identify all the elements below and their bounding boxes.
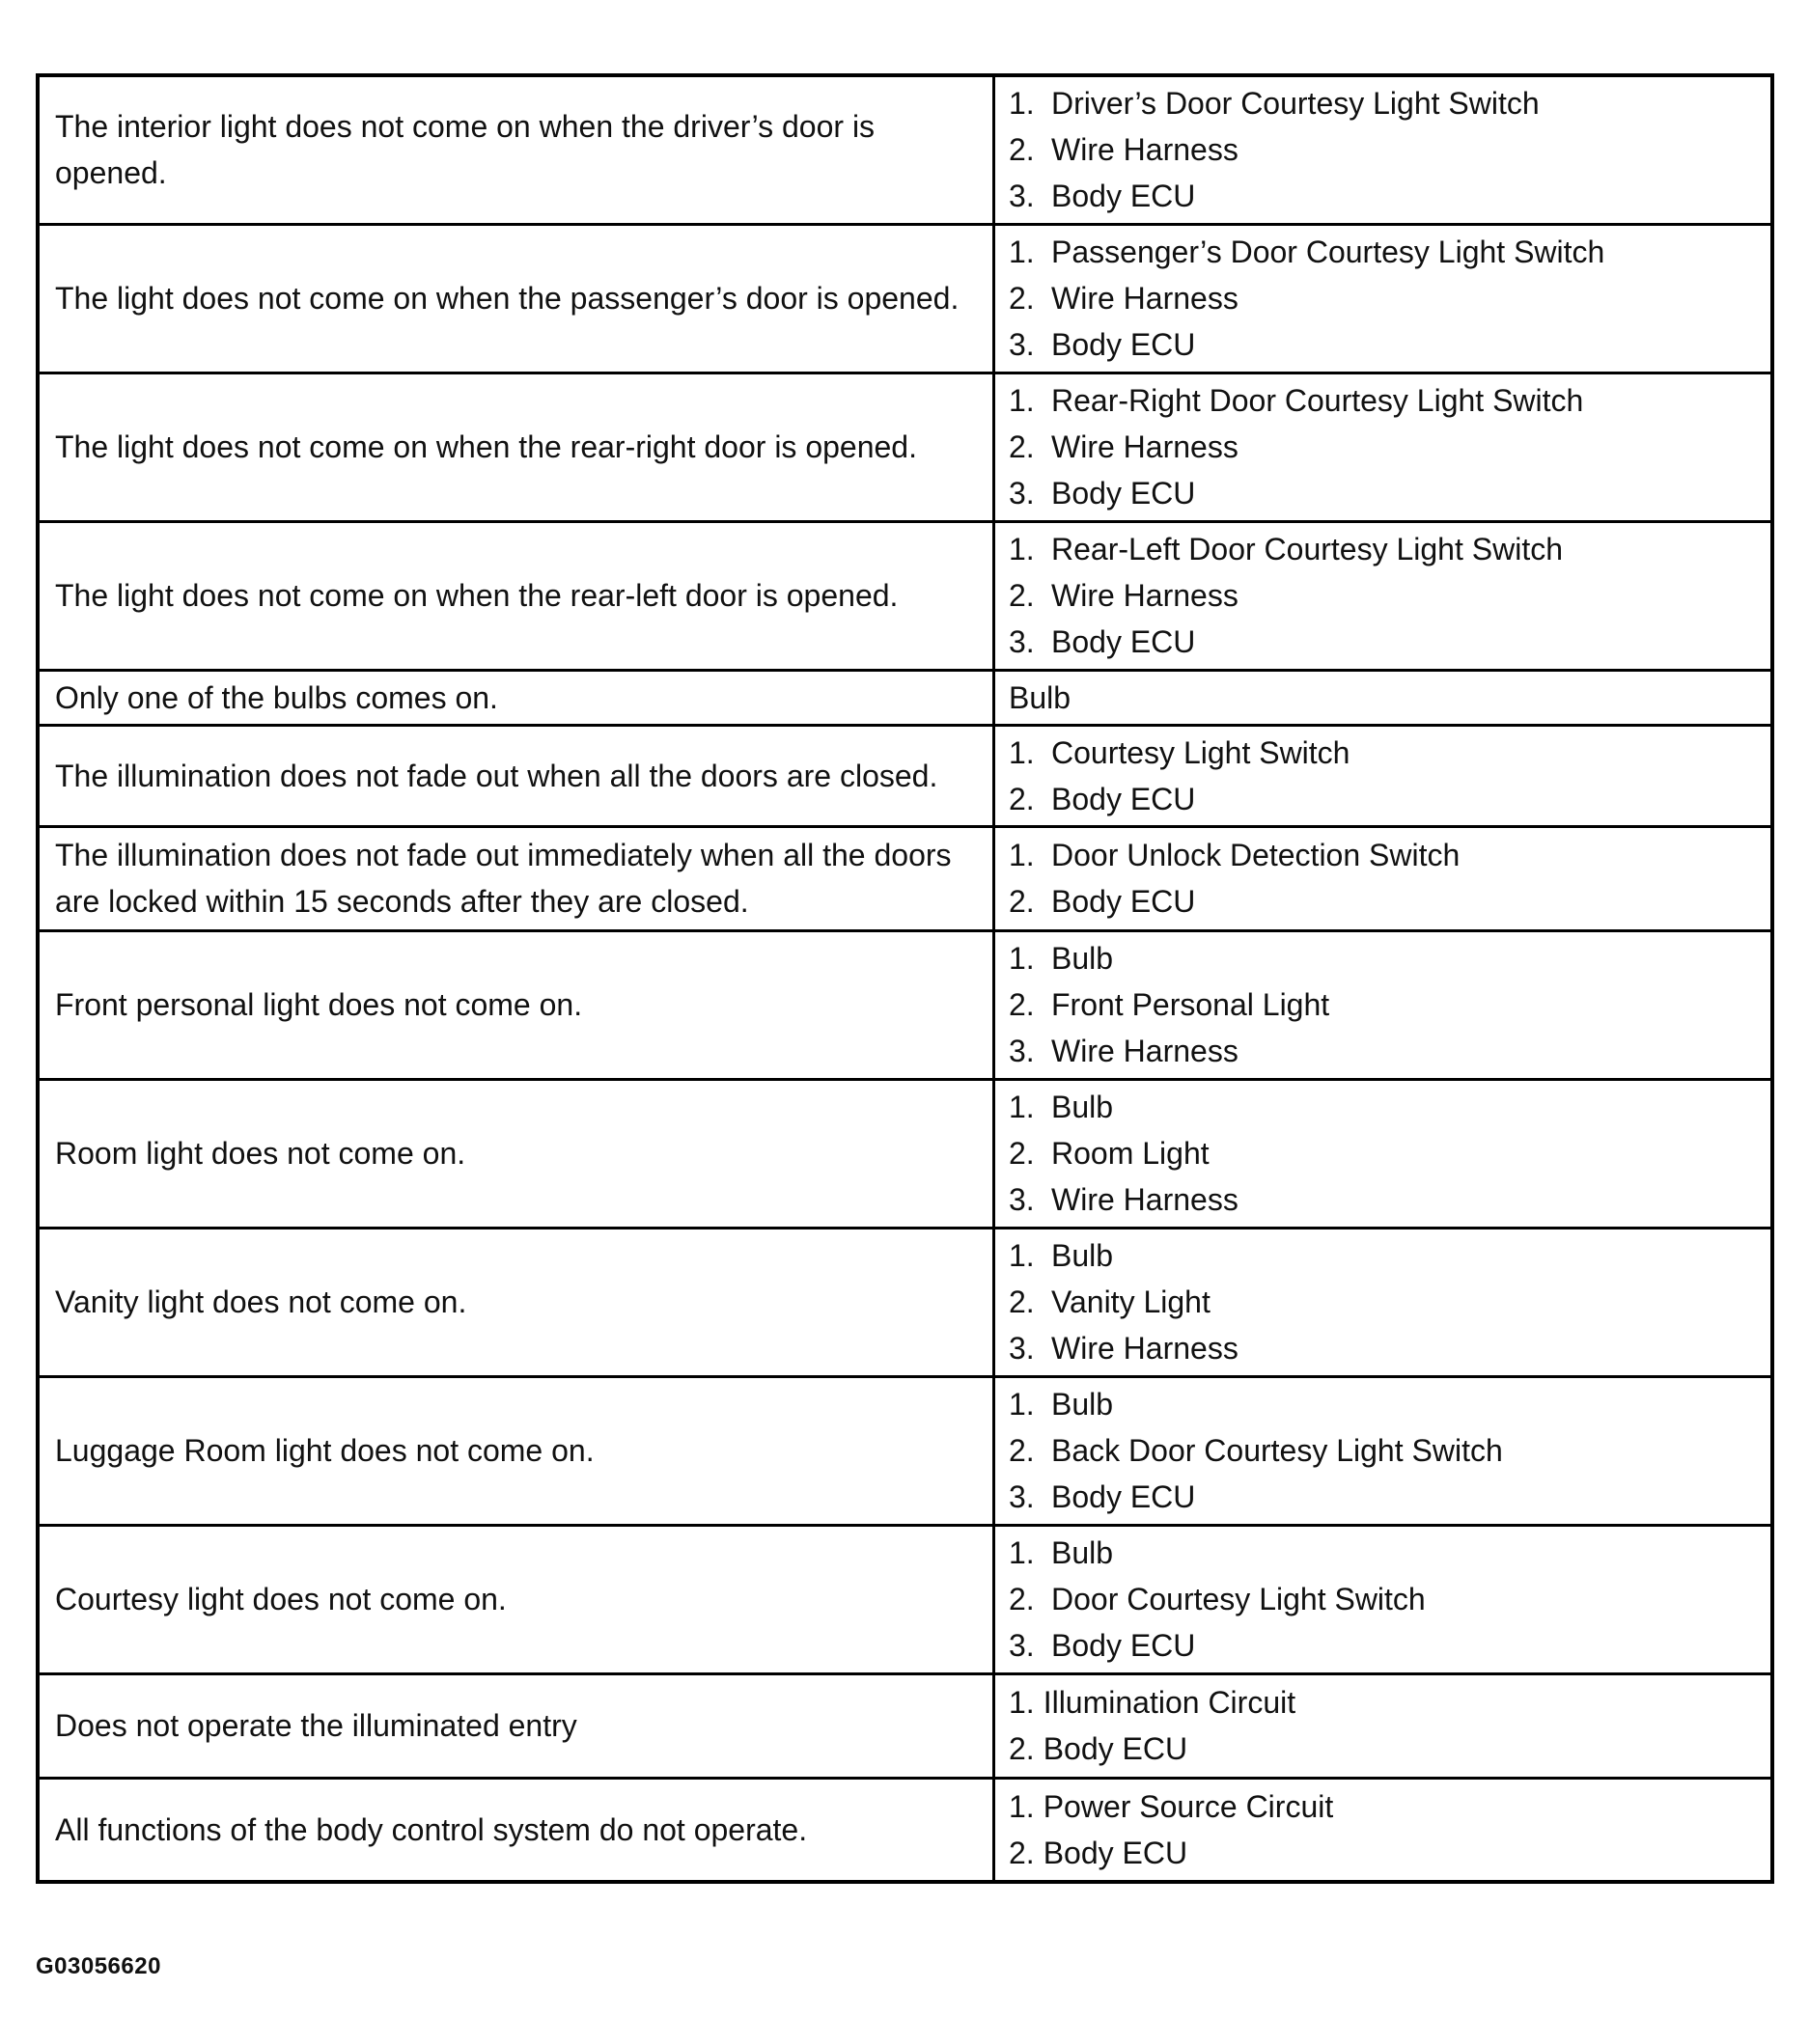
figure-id: G03056620 — [36, 1953, 161, 1979]
list-item: 3. Wire Harness — [1009, 1034, 1238, 1068]
table-row — [38, 224, 1772, 373]
table-row — [38, 1376, 1772, 1525]
causes-cell — [994, 521, 1773, 670]
symptom-cell — [38, 1376, 994, 1525]
causes-list — [1009, 526, 1770, 665]
list-item: 1. Bulb — [1009, 1090, 1114, 1124]
table-row — [38, 373, 1772, 521]
symptom-cell — [38, 725, 994, 826]
symptom-cell — [38, 224, 994, 373]
list-item: 1. Bulb — [1009, 1387, 1114, 1422]
causes-cell — [994, 930, 1773, 1079]
symptom-text: The illumination does not fade out when all the doors are closed. — [55, 758, 938, 793]
list-item: 1. Driver’s Door Courtesy Light Switch — [1009, 86, 1540, 122]
list-item: 1. Illumination Circuit — [1009, 1685, 1296, 1720]
list-item: 2. Front Personal Light — [1009, 987, 1330, 1022]
causes-list — [1009, 1381, 1770, 1520]
list-item: 1. Rear-Right Door Courtesy Light Switch — [1009, 383, 1584, 418]
symptom-cell — [38, 670, 994, 725]
symptom-cell — [38, 75, 994, 224]
table-row — [38, 521, 1772, 670]
symptom-text: The light does not come on when the passenger’s door is opened. — [55, 281, 960, 316]
symptom-text: The light does not come on when the rear-left door is opened. — [55, 578, 899, 613]
table-row — [38, 1525, 1772, 1673]
list-item: 1. Power Source Circuit — [1009, 1788, 1334, 1824]
causes-list — [1009, 1232, 1770, 1371]
list-item: 2. Wire Harness — [1009, 578, 1238, 613]
causes-cell — [994, 373, 1773, 521]
table-row — [38, 1079, 1772, 1228]
list-item: 3. Wire Harness — [1009, 1182, 1238, 1217]
list-item: 2. Wire Harness — [1009, 429, 1238, 464]
list-item: 1. Rear-Left Door Courtesy Light Switch — [1009, 532, 1563, 566]
causes-cell — [994, 725, 1773, 826]
causes-cell — [994, 1376, 1773, 1525]
symptom-text: Vanity light does not come on. — [55, 1284, 467, 1319]
symptom-text: The light does not come on when the rear-right door is opened. — [55, 429, 917, 464]
list-item: 3. Body ECU — [1009, 1479, 1196, 1514]
table-row — [38, 1778, 1772, 1882]
list-item: 2. Body ECU — [1009, 1731, 1188, 1766]
symptom-text: Courtesy light does not come on. — [55, 1582, 507, 1616]
list-item: 1. Bulb — [1009, 1238, 1114, 1273]
list-item: 1. Passenger’s Door Courtesy Light Switch — [1009, 235, 1605, 269]
causes-cell — [994, 1778, 1773, 1882]
list-item: 2. Door Courtesy Light Switch — [1009, 1582, 1426, 1616]
list-item: 3. Body ECU — [1009, 1628, 1196, 1663]
list-item: 1. Bulb — [1009, 941, 1114, 976]
symptom-text: The interior light does not come on when the driver’s door is opened. — [55, 109, 876, 191]
symptom-cell — [38, 373, 994, 521]
list-item: 2. Body ECU — [1009, 781, 1196, 816]
table-row — [38, 670, 1772, 725]
causes-cell — [994, 224, 1773, 373]
list-item: 2. Room Light — [1009, 1136, 1210, 1171]
table-row — [38, 826, 1772, 930]
list-item: 2. Back Door Courtesy Light Switch — [1009, 1433, 1503, 1468]
causes-list — [1009, 1084, 1770, 1223]
list-item: 2. Wire Harness — [1009, 281, 1238, 316]
list-item: 3. Body ECU — [1009, 624, 1196, 659]
symptom-text: Luggage Room light does not come on. — [55, 1433, 595, 1468]
symptom-cell — [38, 1525, 994, 1673]
causes-cell — [994, 670, 1773, 725]
list-item: 3. Body ECU — [1009, 476, 1196, 511]
list-item: 1. Courtesy Light Switch — [1009, 734, 1350, 770]
list-item: 1. Door Unlock Detection Switch — [1009, 838, 1461, 872]
troubleshooting-table — [36, 73, 1774, 1884]
causes-cell — [994, 1525, 1773, 1673]
table-row — [38, 725, 1772, 826]
causes-list — [1009, 80, 1770, 219]
symptom-cell — [38, 930, 994, 1079]
causes-list — [1009, 377, 1770, 516]
symptom-cell — [38, 1079, 994, 1228]
symptom-text: Front personal light does not come on. — [55, 987, 583, 1022]
symptom-text: Only one of the bulbs comes on. — [55, 679, 498, 715]
table-row — [38, 75, 1772, 224]
causes-cell — [994, 1673, 1773, 1778]
table-row — [38, 1673, 1772, 1778]
causes-list — [1009, 935, 1770, 1074]
causes-cell — [994, 1228, 1773, 1376]
symptom-cell — [38, 1673, 994, 1778]
symptom-cell — [38, 521, 994, 670]
list-item: 2. Wire Harness — [1009, 132, 1238, 168]
symptom-cell — [38, 1228, 994, 1376]
causes-cell — [994, 826, 1773, 930]
causes-list — [1009, 1679, 1770, 1772]
causes-list — [1009, 730, 1770, 822]
causes-list — [1009, 1783, 1770, 1876]
symptom-text: Does not operate the illuminated entry — [55, 1708, 577, 1743]
list-item: 3. Body ECU — [1009, 179, 1196, 214]
symptom-cell — [38, 826, 994, 930]
causes-list — [1009, 832, 1770, 925]
list-item: 2. Body ECU — [1009, 884, 1196, 919]
cause-text: Bulb — [1009, 679, 1071, 715]
symptom-text: The illumination does not fade out immediately when all the doors are locked within 15 seconds after they are closed. — [55, 838, 952, 919]
list-item: 2. Vanity Light — [1009, 1284, 1211, 1319]
list-item: 1. Bulb — [1009, 1535, 1114, 1570]
symptom-text: Room light does not come on. — [55, 1136, 466, 1171]
table-row — [38, 1228, 1772, 1376]
list-item: 2. Body ECU — [1009, 1835, 1188, 1870]
table-row — [38, 930, 1772, 1079]
causes-cell — [994, 1079, 1773, 1228]
list-item: 3. Wire Harness — [1009, 1331, 1238, 1366]
causes-list — [1009, 229, 1770, 368]
list-item: 3. Body ECU — [1009, 327, 1196, 362]
causes-list — [1009, 1530, 1770, 1669]
symptom-cell — [38, 1778, 994, 1882]
symptom-text: All functions of the body control system do not operate. — [55, 1811, 808, 1847]
causes-cell — [994, 75, 1773, 224]
